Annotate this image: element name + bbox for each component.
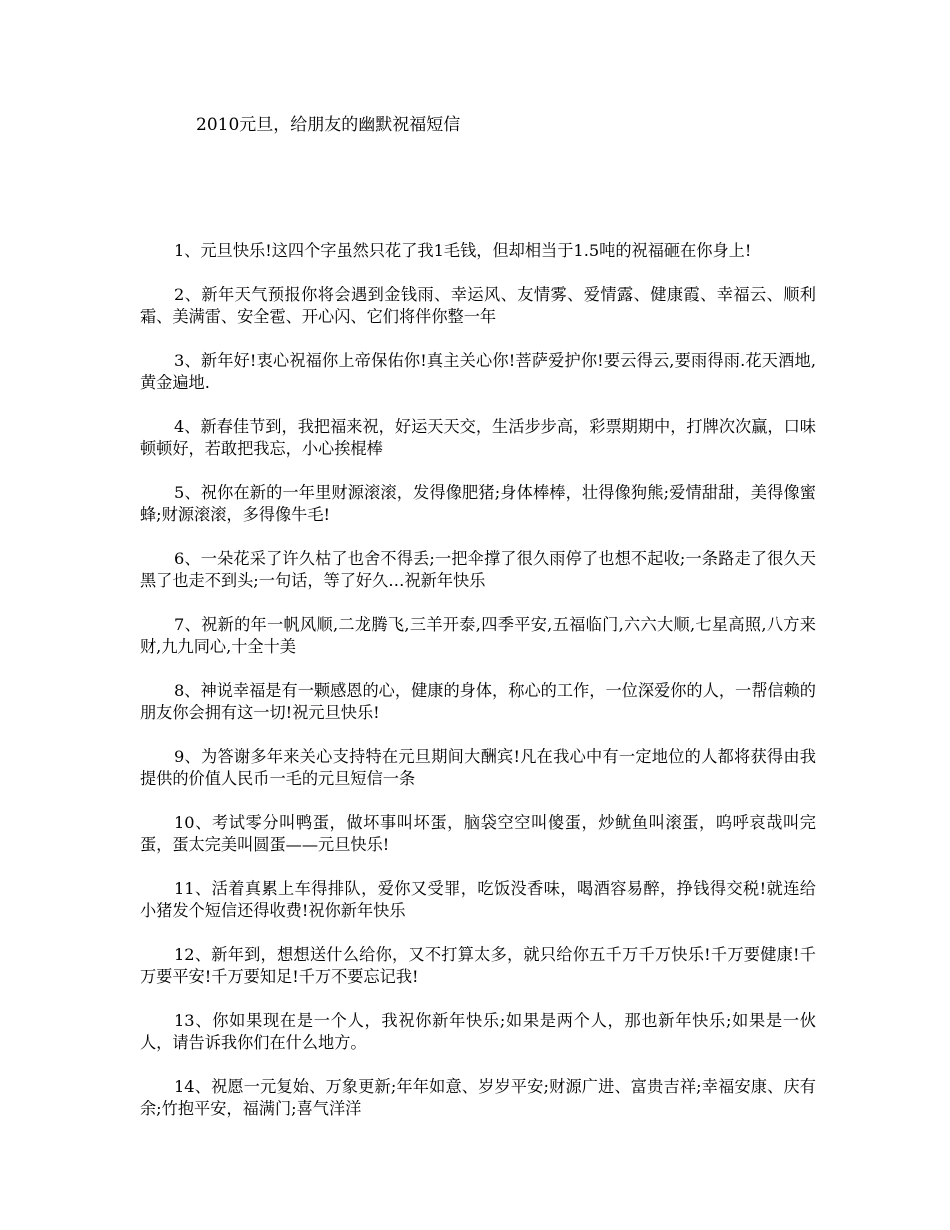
wish-item-12: 12、新年到，想想送什么给你，又不打算太多，就只给你五千万千万快乐!千万要健康!千万要平安!千万要知足!千万不要忘记我! xyxy=(140,945,816,986)
wish-item-2: 2、新年天气预报你将会遇到金钱雨、幸运风、友情雾、爱情露、健康霞、幸福云、顺利霜、美满雷、安全雹、开心闪、它们将伴你整一年 xyxy=(140,285,816,326)
wish-item-11: 11、活着真累上车得排队，爱你又受罪，吃饭没香味，喝酒容易醉，挣钱得交税!就连给小猪发个短信还得收费!祝你新年快乐 xyxy=(140,879,816,920)
document-title: 2010元旦，给朋友的幽默祝福短信 xyxy=(196,115,461,135)
wish-item-3: 3、新年好!衷心祝福你上帝保佑你!真主关心你!菩萨爱护你!要云得云,要雨得雨.花天酒地,黄金遍地. xyxy=(140,351,816,392)
wish-item-7: 7、祝新的年一帆风顺,二龙腾飞,三羊开泰,四季平安,五福临门,六六大顺,七星高照,八方来财,九九同心,十全十美 xyxy=(140,615,816,656)
wish-item-6: 6、一朵花采了许久枯了也舍不得丢;一把伞撑了很久雨停了也想不起收;一条路走了很久天黑了也走不到头;一句话，等了好久…祝新年快乐 xyxy=(140,549,816,590)
wish-item-8: 8、神说幸福是有一颗感恩的心，健康的身体，称心的工作，一位深爱你的人，一帮信赖的朋友你会拥有这一切!祝元旦快乐! xyxy=(140,681,816,722)
wish-item-13: 13、你如果现在是一个人，我祝你新年快乐;如果是两个人，那也新年快乐;如果是一伙人，请告诉我你们在什么地方。 xyxy=(140,1011,816,1052)
wish-list xyxy=(140,240,816,1142)
wish-item-5: 5、祝你在新的一年里财源滚滚，发得像肥猪;身体棒棒，壮得像狗熊;爱情甜甜，美得像蜜蜂;财源滚滚，多得像牛毛! xyxy=(140,483,816,524)
wish-item-14: 14、祝愿一元复始、万象更新;年年如意、岁岁平安;财源广进、富贵吉祥;幸福安康、庆有余;竹抱平安，福满门;喜气洋洋 xyxy=(140,1077,816,1118)
wish-item-4: 4、新春佳节到，我把福来祝，好运天天交，生活步步高，彩票期期中，打牌次次赢，口味顿顿好，若敢把我忘，小心挨棍棒 xyxy=(140,417,816,458)
wish-item-9: 9、为答谢多年来关心支持特在元旦期间大酬宾!凡在我心中有一定地位的人都将获得由我提供的价值人民币一毛的元旦短信一条 xyxy=(140,747,816,788)
wish-item-1: 1、元旦快乐!这四个字虽然只花了我1毛钱，但却相当于1.5吨的祝福砸在你身上! xyxy=(174,241,752,260)
wish-item-10: 10、考试零分叫鸭蛋，做坏事叫坏蛋，脑袋空空叫傻蛋，炒鱿鱼叫滚蛋，呜呼哀哉叫完蛋，蛋太完美叫圆蛋——元旦快乐! xyxy=(140,813,816,854)
